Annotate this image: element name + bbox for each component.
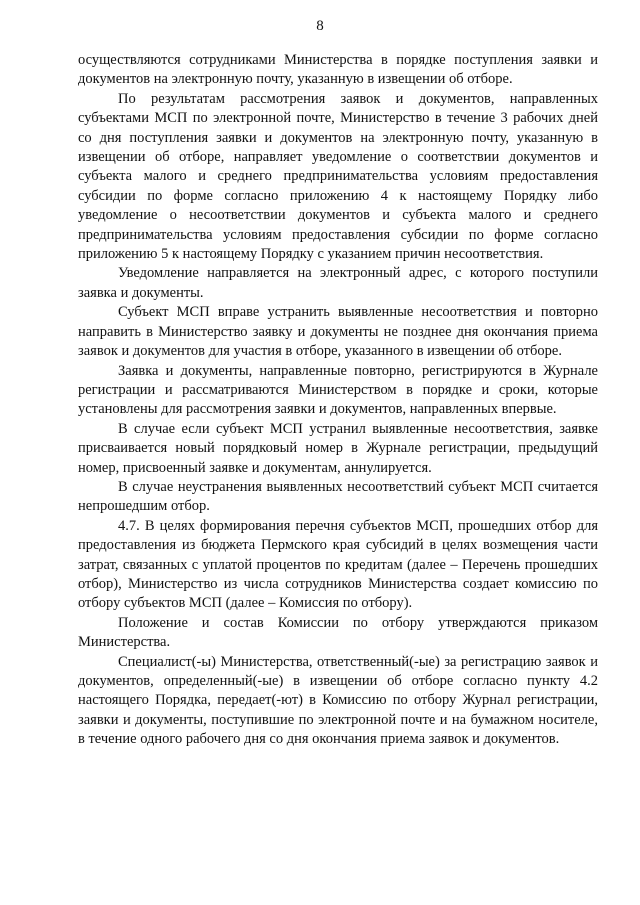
paragraph: По результатам рассмотрения заявок и документов, направленных субъектами МСП по электронной почте, Министерство в течение 3 рабочих дней со дня поступления заявки и документов на электронную почту, указанную в извещении об отборе, направляет уведомление о соответствии документов и субъекта малого и среднего предпринимательства условиям предоставления субсидии по форме согласно приложению 4 к настоящему Порядку либо уведомление о несоответствии документов и субъекта малого и среднего предпринимательства условиям предоставления субсидии по форме согласно приложению 5 к настоящему Порядку с указанием причин несоответствия.: [78, 90, 598, 263]
paragraph: осуществляются сотрудниками Министерства в порядке поступления заявки и документов на электронную почту, указанную в извещении об отборе.: [78, 52, 598, 88]
paragraph: В случае неустранения выявленных несоответствий субъект МСП считается непрошедшим отбор.: [78, 478, 598, 515]
paragraph: Уведомление направляется на электронный адрес, с которого поступили заявка и документы.: [78, 265, 598, 301]
paragraph: Субъект МСП вправе устранить выявленные несоответствия и повторно направить в Министерство заявку и документы не позднее дня окончания приема заявок и документов для участия в отборе, указанного в извещении об отборе.: [78, 304, 598, 360]
paragraph: 4.7. В целях формирования перечня субъектов МСП, прошедших отбор для предоставления из бюджета Пермского края субсидий в целях возмещения части затрат, связанных с уплатой процентов по кредитам (далее – Перечень прошедших отбор), Министерство из числа сотрудников Министерства создает комиссию по отбору субъектов МСП (далее – Комиссия по отбору).: [78, 517, 598, 612]
paragraph: В случае если субъект МСП устранил выявленные несоответствия, заявке присваивается новый порядковый номер в Журнале регистрации, предыдущий номер, присвоенный заявке и документам, аннулируется.: [78, 420, 598, 476]
body-text: [78, 51, 598, 750]
page-number: 8: [316, 18, 324, 34]
paragraph: Положение и состав Комиссии по отбору утверждаются приказом Министерства.: [78, 614, 598, 651]
paragraph: Заявка и документы, направленные повторно, регистрируются в Журнале регистрации и рассматриваются Министерством в порядке и сроки, которые установлены для рассмотрения заявки и документов, направленных впервые.: [78, 362, 598, 418]
paragraph: Специалист(-ы) Министерства, ответственный(-ые) за регистрацию заявок и документов, определенный(-ые) в извещении об отборе согласно пункту 4.2 настоящего Порядка, передает(-ют) в Комиссию по отбору Журнал регистрации, заявки и документы, поступившие по электронной почте и на бумажном носителе, в течение одного рабочего дня со дня окончания приема заявок и документов.: [78, 653, 598, 748]
